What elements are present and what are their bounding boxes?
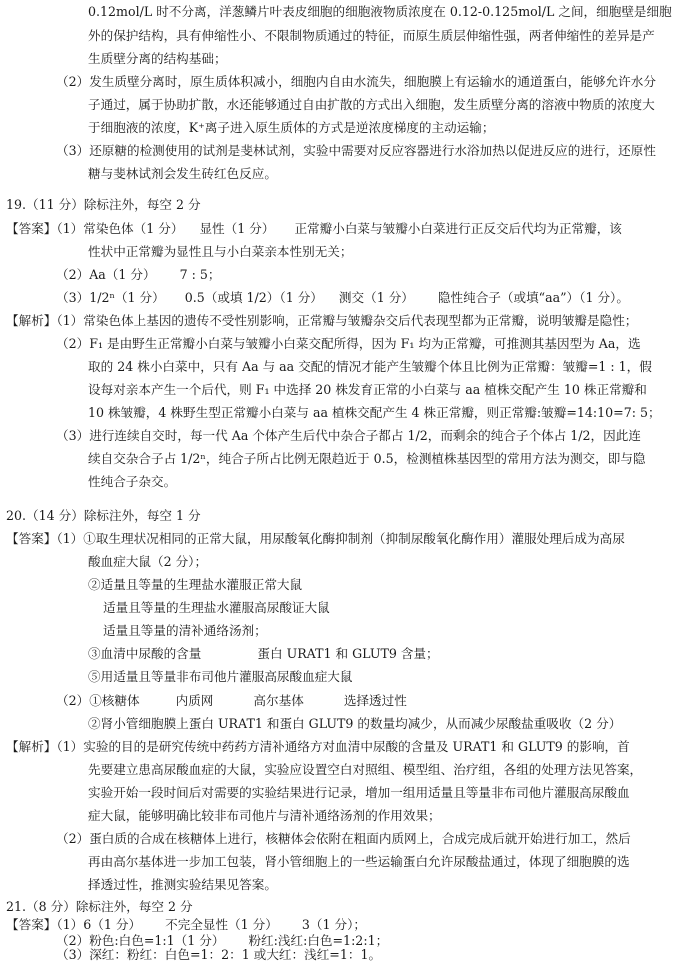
text-line: 性纯合子杂交。 [88, 474, 177, 489]
text-line: 【解析】（1）实验的目的是研究传统中药药方清补通络方对血清中尿酸的含量及 URAT1 和 GLUT9 的影响，首 [6, 739, 630, 754]
text-line: （2）粉色:白色=1:1（1 分） 粉红:浅红:白色=1:2:1； [56, 933, 389, 948]
text-line: 【答案】（1）①取生理状况相同的正常大鼠，用尿酸氧化酶抑制剂（抑制尿酸氧化酶作用）灌服处理后成为高尿 [6, 531, 625, 546]
text-line: ③血清中尿酸的含量 蛋白 URAT1 和 GLUT9 含量； [88, 646, 439, 661]
text-line: （3）深红：粉红：白色=1：2：1 或大红：浅红=1：1。 [56, 947, 382, 962]
text-line: 适量且等量的清补通络汤剂； [103, 623, 267, 638]
text-line: （2）发生质壁分离时，原生质体积减小，细胞内自由水流失，细胞膜上有运输水的通道蛋白，能够允许水分 [56, 74, 656, 89]
text-line: 外的保护结构，具有伸缩性小、不限制物质通过的特征，而原生质层伸缩性强，两者伸缩性的差异是产 [88, 28, 655, 43]
text-line: （3）1/2ⁿ（1 分） 0.5（或填 1/2）（1 分） 测交（1 分） 隐性纯合子（或填“aa”）（1 分）。 [56, 290, 629, 305]
text-line: 症大鼠，能够明确比较非布司他片与清补通络汤剂的作用效果； [88, 808, 441, 823]
text-line: 择透过性，推测实验结果见答案。 [88, 877, 277, 892]
text-line: （2）①核糖体 内质网 高尔基体 选择透过性 [56, 693, 407, 708]
text-line: （2）F₁ 是由野生正常瓣小白菜与皱瓣小白菜交配所得，因为 F₁ 均为正常瓣，可推测其基因型为 Aa，选 [56, 336, 641, 351]
text-line: （2）蛋白质的合成在核糖体上进行，核糖体会依附在粗面内质网上，合成完成后就开始进行加工，然后 [56, 831, 631, 846]
question-heading-21: 21.（8 分）除标注外，每空 2 分 [6, 899, 193, 914]
text-line: 再由高尔基体进一步加工包装，肾小管细胞上的一些运输蛋白允许尿酸盐通过，体现了细胞膜的选 [88, 854, 630, 869]
text-line: 先要建立患高尿酸血症的大鼠，实验应设置空白对照组、模型组、治疗组，各组的处理方法见答案， [88, 762, 643, 777]
text-line: （3）还原糖的检测使用的试剂是斐林试剂，实验中需要对反应容器进行水浴加热以促进反应的进行，还原性 [56, 143, 656, 158]
text-line: 设每对亲本产生一个后代，则 F₁ 中选择 20 株发育正常的小白菜与 aa 植株交配产生 10 株正常瓣和 [88, 382, 647, 397]
text-line: （3）进行连续自交时，每一代 Aa 个体产生后代中杂合子都占 1/2，而剩余的纯合子个体占 1/2，因此连 [56, 428, 641, 443]
text-line: ②适量且等量的生理盐水灌服正常大鼠 [88, 577, 303, 592]
text-line: ⑤用适量且等量非布司他片灌服高尿酸血症大鼠 [88, 669, 353, 684]
text-line: 【解析】（1）常染色体上基因的遗传不受性别影响，正常瓣与皱瓣杂交后代表现型都为正常瓣，说明皱瓣是隐性； [6, 313, 638, 328]
text-line: （2）Aa（1 分） 7 : 5； [56, 267, 221, 282]
text-line: 续自交杂合子占 1/2ⁿ，纯合子所占比例无限趋近于 0.5，检测植株基因型的常用方法为测交，即与隐 [88, 451, 646, 466]
text-line: 10 株皱瓣，4 株野生型正常瓣小白菜与 aa 植株交配产生 4 株正常瓣，则正常瓣:皱瓣=14:10=7: 5； [88, 405, 661, 420]
text-line: 酸血症大鼠（2 分）； [88, 554, 208, 569]
text-line: 糖与斐林试剂会发生砖红色反应。 [88, 166, 277, 181]
text-line: 取的 24 株小白菜中，只有 Aa 与 aa 交配的情况才能产生皱瓣个体且比例为正常瓣：皱瓣=1 : 1，假 [88, 359, 652, 374]
text-line: 性状中正常瓣为显性且与小白菜亲本性别无关； [88, 244, 353, 259]
text-line: 【答案】（1）常染色体（1 分） 显性（1 分） 正常瓣小白菜与皱瓣小白菜进行正反交后代均为正常瓣，该 [6, 221, 622, 236]
text-line: 【答案】（1）6（1 分） 不完全显性（1 分） 3（1 分）； [6, 917, 366, 932]
text-line: 子通过，属于协助扩散，水还能够通过自由扩散的方式出入细胞，发生质壁分离的溶液中物质的浓度大 [88, 97, 655, 112]
text-line: 0.12mol/L 时不分离，洋葱鳞片叶表皮细胞的细胞液物质浓度在 0.12-0.125mol/L 之间，细胞壁是细胞 [88, 4, 672, 19]
text-line: 实验开始一段时间后对需要的实验结果进行记录，增加一组用适量且等量非布司他片灌服高尿酸血 [88, 785, 630, 800]
question-heading-20: 20.（14 分）除标注外，每空 1 分 [6, 508, 201, 523]
text-line: 适量且等量的生理盐水灌服高尿酸证大鼠 [103, 600, 330, 615]
text-line: 生质壁分离的结构基础； [88, 51, 227, 66]
question-heading-19: 19.（11 分）除标注外，每空 2 分 [6, 197, 201, 212]
text-line: 于细胞液的浓度，K⁺离子进入原生质体的方式是逆浓度梯度的主动运输； [88, 120, 495, 135]
text-line: ②肾小管细胞膜上蛋白 URAT1 和蛋白 GLUT9 的数量均减少，从而减少尿酸盐重吸收（2 分） [88, 716, 622, 731]
